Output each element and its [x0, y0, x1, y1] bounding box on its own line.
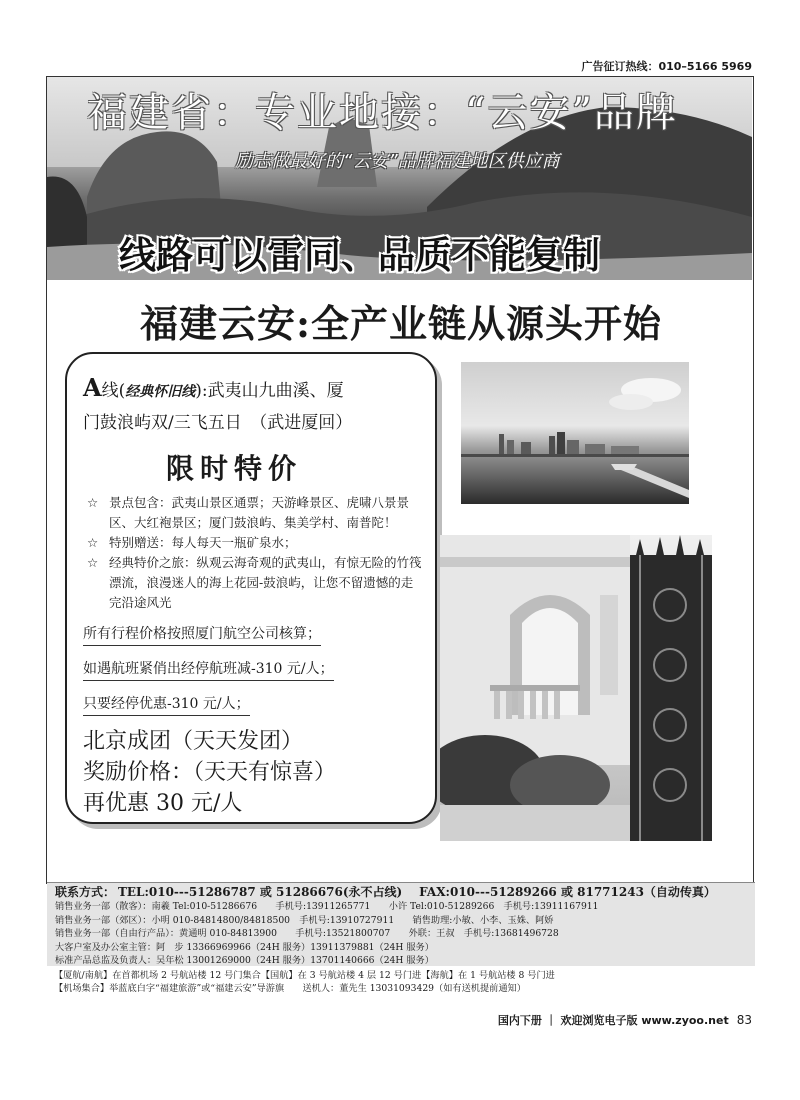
route-title	[83, 372, 425, 408]
stopover-discount-note: 只要经停优惠-310 元/人；	[83, 693, 250, 716]
beijing-group: 北京成团（天天发团）	[83, 729, 304, 754]
star-icon: ☆	[87, 495, 99, 510]
page-number: 83	[736, 1013, 752, 1027]
assembly-line: 【厦航/南航】在首都机场 2 号航站楼 12 号门集合【国航】在 3 号航站楼 4 层 12 号门进【海航】在 1 号航站楼 8 号门进	[54, 970, 555, 981]
ad-frame	[46, 76, 754, 967]
page-footer	[498, 1012, 752, 1028]
feature-item: ☆ 经典特价之旅：纵观云海奇观的武夷山，有惊无险的竹筏漂流，浪漫迷人的海上花园-鼓浪屿，让您不留遗憾的走完沿途风光	[87, 555, 422, 610]
assembly-info	[54, 969, 754, 996]
route-classic-label: 经典怀旧线	[125, 384, 196, 400]
route-line-label: 线(	[101, 381, 126, 401]
contact-fax: FAX:010---51289266 或 81771243（自动传真）	[419, 886, 716, 899]
extra-discount: 再优惠 30 元/人	[83, 791, 243, 816]
photo-xiamen-harbor	[461, 362, 689, 504]
stopover-note: 如遇航班紧俏出经停航班减-310 元/人；	[83, 658, 334, 681]
banner-title: 福建省：专业地接：“云安”品牌	[87, 90, 678, 136]
promo-title: 限时特价	[165, 452, 302, 485]
reward-price: 奖励价格：（天天有惊喜）	[83, 760, 337, 785]
contact-line: 标准产品总监及负责人：吴年松 13001269000（24H 服务）13701140666（24H 服务）	[55, 955, 434, 967]
ad-hotline: 广告征订热线：010–5166 5969	[581, 60, 752, 73]
feature-item: ☆ 特别赠送：每人每天一瓶矿泉水；	[87, 533, 425, 553]
contact-label: 联系方式：	[55, 886, 116, 899]
banner-slogan: 线路可以雷同、品质不能复制	[119, 234, 600, 277]
feature-list	[83, 493, 425, 613]
headline: 福建云安:全产业链从源头开始	[139, 301, 663, 346]
route-line-rest: ):武夷山九曲溪、厦	[195, 381, 344, 401]
star-icon: ☆	[87, 555, 99, 570]
price-note: 所有行程价格按照厦门航空公司核算；	[83, 623, 321, 646]
star-icon: ☆	[87, 535, 99, 550]
contact-line: 销售业务一部（散客）：南羲 Tel:010-51286676 手机号:13911265771 小许 Tel:010-51289266 手机号:13911167911	[55, 901, 599, 913]
banner-subtitle: 励志做最好的“云安”品牌福建地区供应商	[235, 151, 560, 172]
contact-header	[55, 886, 747, 900]
contact-tel: TEL:010---51286787 或 51286676(永不占线)	[117, 886, 403, 899]
contact-line: 销售业务一部（自由行产品）：黄通明 010-84813900 手机号:13521800707 外联：王叔 手机号:13681496728	[55, 928, 559, 940]
route-prefix: A	[83, 373, 102, 402]
banner	[47, 77, 752, 280]
route-box	[65, 352, 437, 824]
footer-text: 国内下册 ｜ 欢迎浏览电子版 www.zyoo.net	[497, 1014, 729, 1027]
contact-line: 销售业务一部（郊区）：小明 010-84814800/84818500 手机号:13910727911 销售助理:小敏、小李、玉姝、阿娇	[55, 914, 554, 926]
feature-item: ☆ 景点包含：武夷山景区通票；天游峰景区、虎啸八景景区、大红袍景区；厦门鼓浪屿、集美学村、南普陀！	[87, 495, 410, 530]
route-line-2: 门鼓浪屿双/三飞五日 （武进厦回）	[83, 413, 353, 433]
photo-garden-villa	[440, 535, 712, 841]
assembly-line: 【机场集合】举蓝底白字“福建旅游”或“福建云安”导游旗 送机人：董先生 13031093429（如有送机提前通知）	[54, 983, 526, 995]
contact-block	[47, 882, 755, 966]
contact-line: 大客户室及办公室主管：阿 步 13366969966（24H 服务）13911379881（24H 服务）	[55, 941, 434, 953]
